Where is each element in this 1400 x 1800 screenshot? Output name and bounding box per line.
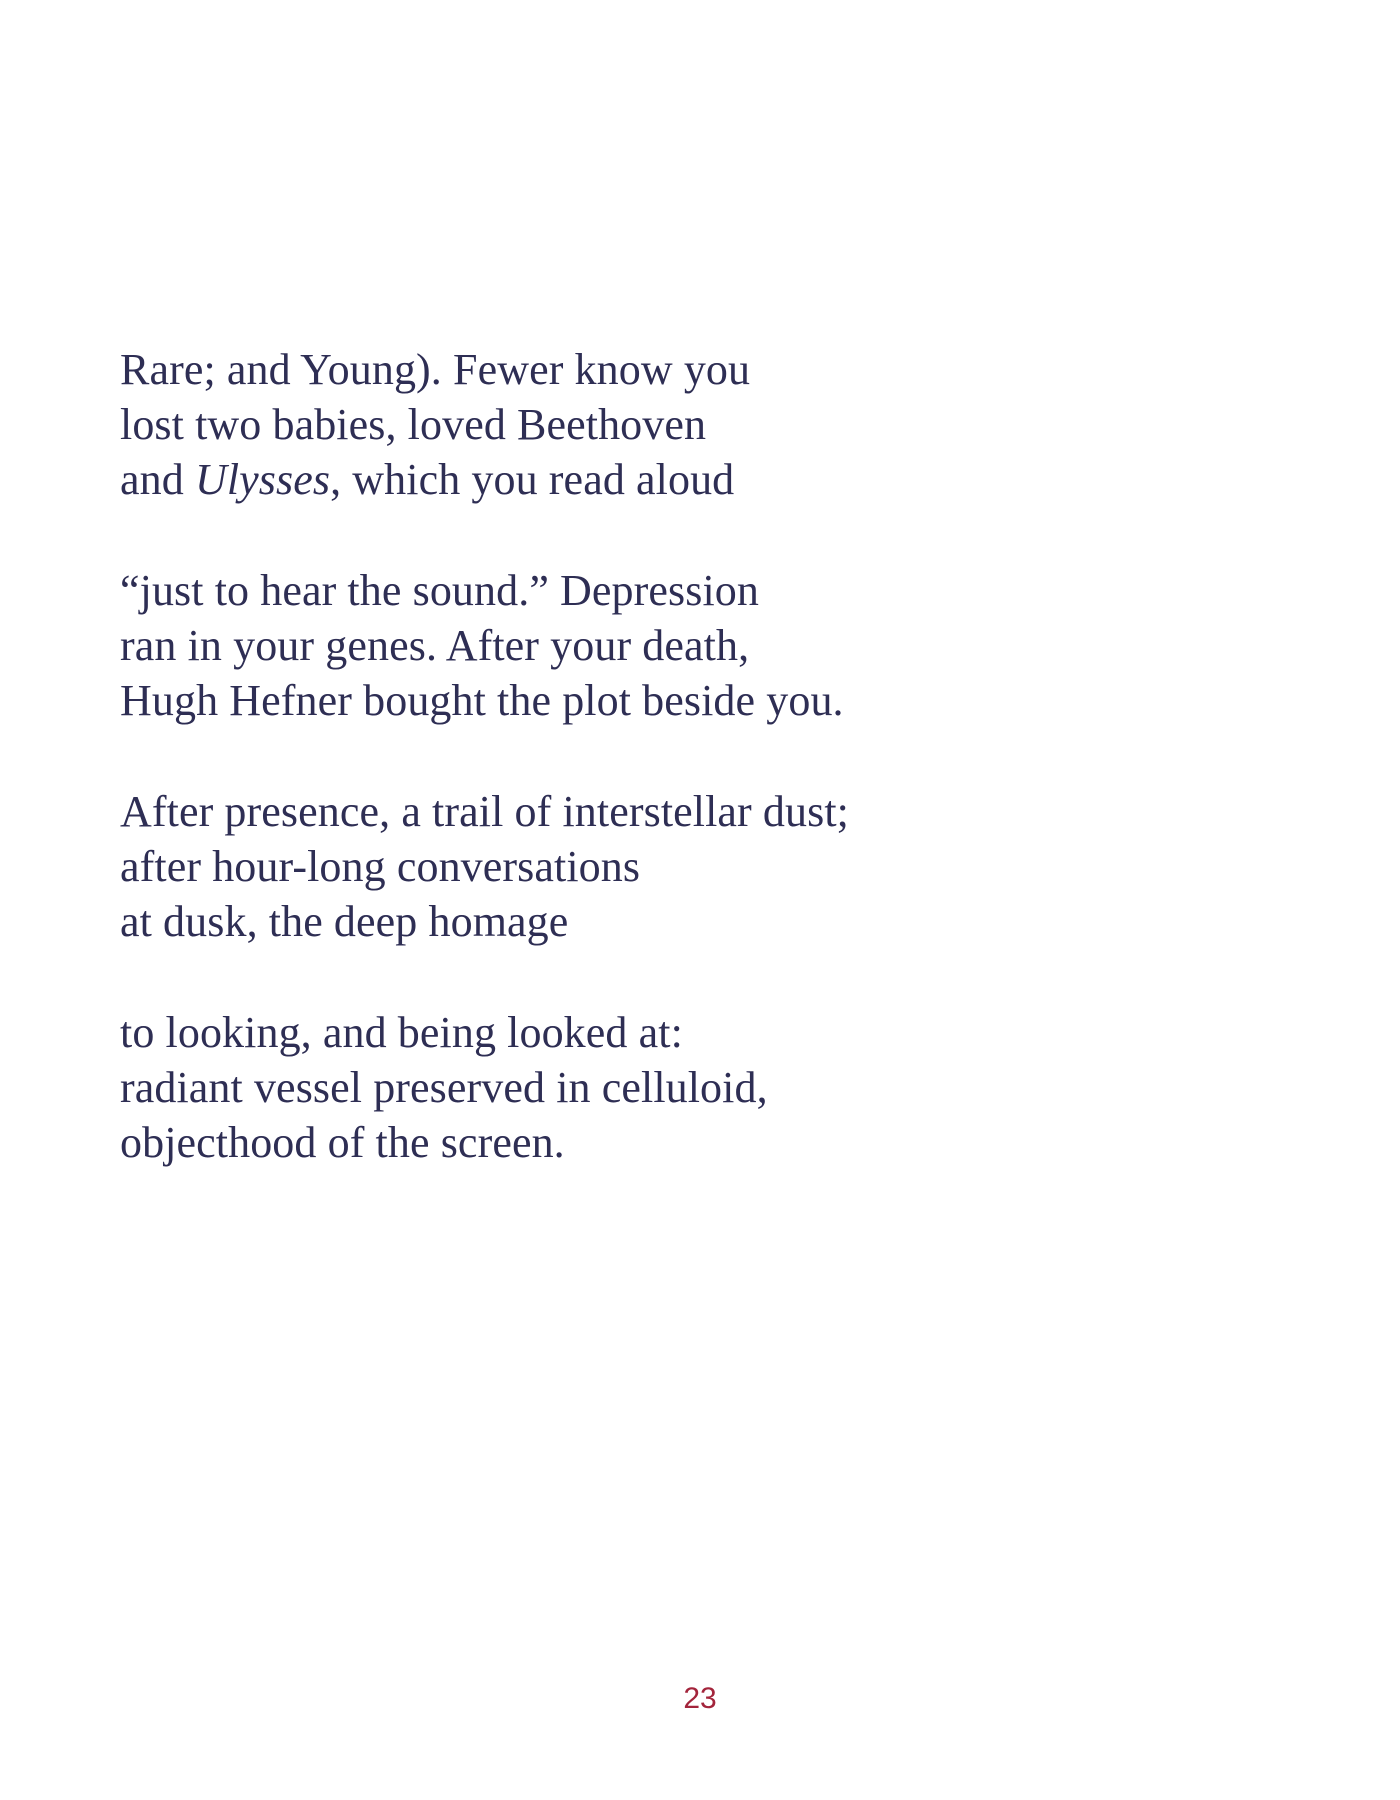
- stanza-3: [120, 784, 1120, 949]
- poem-line: After presence, a trail of interstellar dust;: [120, 787, 849, 836]
- poem-line-with-title: [120, 452, 1120, 507]
- poem-line: ran in your genes. After your death,: [120, 621, 750, 670]
- poem-line: Rare; and Young). Fewer know you: [120, 345, 751, 394]
- poem-line: radiant vessel preserved in celluloid,: [120, 1063, 768, 1112]
- poem-line: after hour-long conversations: [120, 842, 641, 891]
- page-number: 23: [683, 1682, 717, 1715]
- poem-body: [120, 342, 1120, 1226]
- stanza-1: [120, 342, 1120, 507]
- poem-line: objecthood of the screen.: [120, 1118, 565, 1167]
- stanza-2: [120, 563, 1120, 728]
- poem-line: to looking, and being looked at:: [120, 1008, 683, 1057]
- stanza-4: [120, 1005, 1120, 1170]
- italic-book-title: Ulysses: [194, 455, 331, 504]
- poem-line: “just to hear the sound.” Depression: [120, 566, 760, 615]
- poem-line: at dusk, the deep homage: [120, 897, 569, 946]
- poem-line: Hugh Hefner bought the plot beside you.: [120, 676, 844, 725]
- line-suffix: , which you read aloud: [330, 455, 735, 504]
- line-prefix: and: [120, 455, 195, 504]
- poem-line: lost two babies, loved Beethoven: [120, 400, 707, 449]
